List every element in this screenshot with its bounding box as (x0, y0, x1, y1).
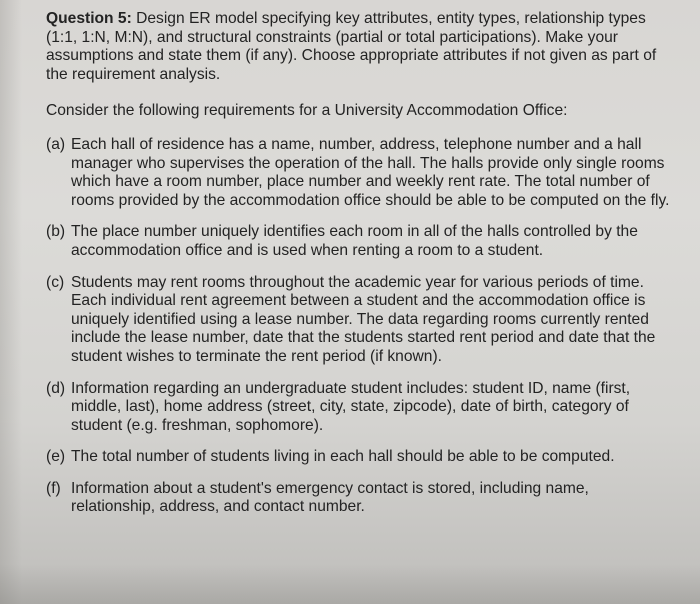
requirement-item-e (46, 448, 674, 467)
requirement-text: Each hall of residence has a name, number, address, telephone number and a hall manager who supervises the operation of the hall. The halls provide only single rooms which have a room number, place number and weekly rent rate. The total number of rooms provided by the accommodation office should be able to be computed on the fly. (71, 135, 670, 209)
requirement-text: Students may rent rooms throughout the academic year for various periods of time. Each individual rent agreement between a student and the accommodation office is uniquely identified using a lease number. The data regarding rooms currently rented include the lease number, date that the students started rent period and date that the student wishes to terminate the rent period (if known). (71, 273, 656, 365)
question-paragraph (46, 10, 660, 84)
requirement-marker: (d) (46, 379, 66, 397)
requirement-text: The place number uniquely identifies each room in all of the halls controlled by the accommodation office and is used when renting a room to a student. (71, 223, 638, 259)
requirement-text: Information about a student's emergency contact is stored, including name, relationship, address, and contact number. (71, 479, 589, 516)
requirement-item-a (46, 136, 674, 210)
requirement-marker: (f) (46, 479, 61, 497)
intro-text: Consider the following requirements for a University Accommodation Office: (46, 102, 568, 120)
requirement-item-f (46, 480, 674, 517)
requirement-marker: (c) (46, 273, 65, 291)
question-label: Question 5: (46, 10, 132, 27)
requirement-item-b (46, 223, 674, 260)
requirement-marker: (e) (46, 448, 66, 466)
requirement-marker: (b) (46, 223, 66, 241)
requirement-text: The total number of students living in each hall should be able to be computed. (71, 448, 615, 466)
requirement-item-d (46, 380, 674, 436)
requirement-text: Information regarding an undergraduate student includes: student ID, name (first, middle, last), home address (street, city, state, zipcode), date of birth, category of student (e.g. freshman, sophomore). (71, 379, 631, 434)
question-text: Design ER model specifying key attributes, entity types, relationship types (1:1, 1:N, M:N), and structural constraints (partial or total participations). Make your assumptions and state them (if any). Choose appropriate attributes if not given as part of the requirement analysis. (46, 10, 657, 83)
requirement-item-c (46, 274, 674, 367)
requirement-marker: (a) (46, 135, 66, 153)
